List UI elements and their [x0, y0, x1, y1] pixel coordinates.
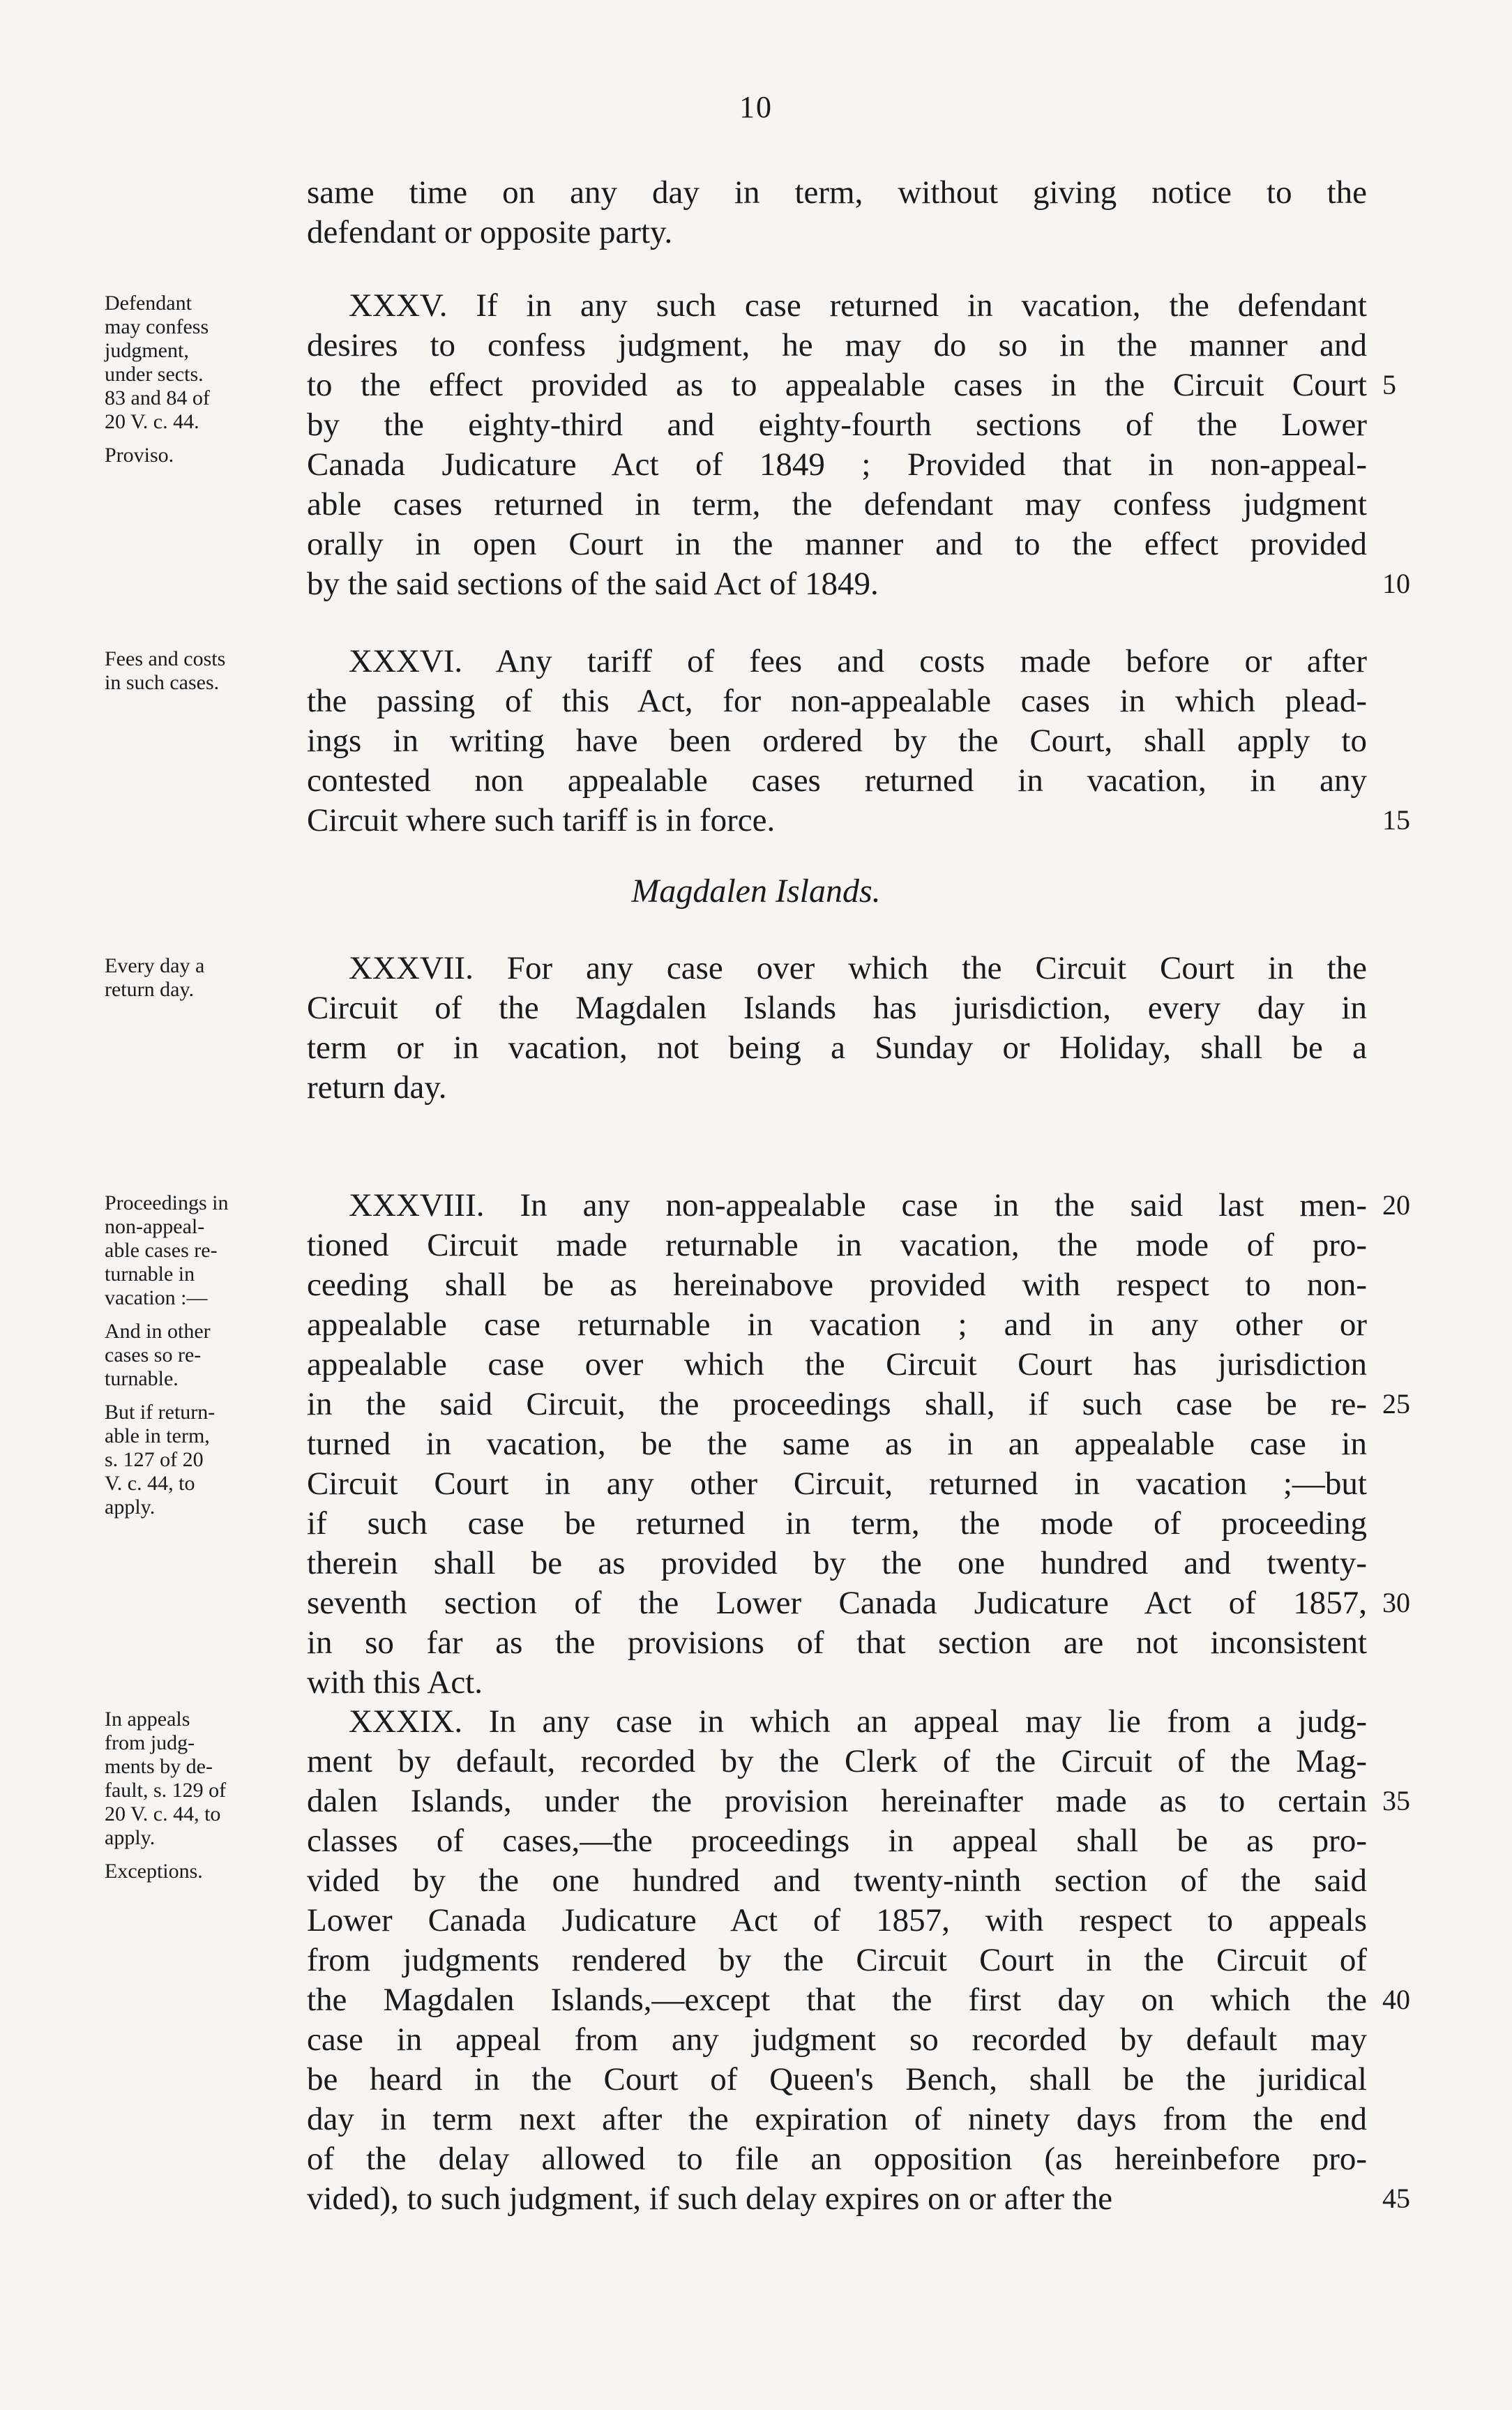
margin-note-line: Fees and costs	[105, 647, 226, 670]
opening-text	[307, 173, 1367, 253]
text-line: able cases returned in term, the defendant may confess judgment	[307, 486, 1367, 522]
text-line: desires to confess judgment, he may do so in the manner and	[307, 327, 1367, 363]
text-line: in the said Circuit, the proceedings shall, if such case be re-	[307, 1386, 1367, 1422]
section-body	[307, 642, 1367, 841]
margin-notes	[105, 292, 300, 477]
margin-notes	[105, 1191, 300, 1529]
margin-note-line: Every day a	[105, 954, 205, 977]
text-line: tioned Circuit made returnable in vacation, the mode of pro-	[307, 1227, 1367, 1263]
text-line: the passing of this Act, for non-appealable cases in which plead-	[307, 683, 1367, 719]
margin-notes	[105, 1708, 300, 1893]
text-line: day in term next after the expiration of ninety days from the end	[307, 2101, 1367, 2137]
text-line: case in appeal from any judgment so recorded by default may	[307, 2021, 1367, 2058]
text-line: defendant or opposite party.	[307, 214, 673, 250]
text-line: Lower Canada Judicature Act of 1857, with respect to appeals	[307, 1902, 1367, 1938]
text-line: classes of cases,—the proceedings in appeal shall be as pro-	[307, 1823, 1367, 1859]
margin-note-line: may confess	[105, 315, 209, 338]
line-number: 40	[1382, 1984, 1410, 2015]
text-line: same time on any day in term, without giving notice to the	[307, 174, 1367, 211]
text-line: appealable case returnable in vacation ; and in any other or	[307, 1306, 1367, 1343]
text-line: from judgments rendered by the Circuit Court in the Circuit of	[307, 1942, 1367, 1978]
text-line: vided by the one hundred and twenty-ninth section of the said	[307, 1862, 1367, 1899]
margin-note	[105, 647, 300, 695]
margin-note-line: fault, s. 129 of	[105, 1779, 227, 1802]
margin-note-line: And in other	[105, 1320, 211, 1343]
line-number: 30	[1382, 1587, 1410, 1618]
line-number: 20	[1382, 1189, 1410, 1221]
text-line: Circuit Court in any other Circuit, returned in vacation ;—but	[307, 1466, 1367, 1502]
text-line: ceeding shall be as hereinabove provided with respect to non-	[307, 1267, 1367, 1303]
text-line: XXXV. If in any such case returned in vacation, the defendant	[349, 287, 1367, 324]
margin-note-line: return day.	[105, 978, 194, 1001]
text-line: by the said sections of the said Act of 1849.	[307, 566, 879, 602]
margin-note-line: s. 127 of 20	[105, 1448, 204, 1471]
line-number: 35	[1382, 1785, 1410, 1816]
text-line: orally in open Court in the manner and to the effect provided	[307, 526, 1367, 562]
section-body	[307, 1702, 1367, 2219]
text-line: XXXVII. For any case over which the Circuit Court in the	[349, 950, 1367, 986]
margin-note-line: ments by de-	[105, 1755, 213, 1778]
text-line: ings in writing have been ordered by the Court, shall apply to	[307, 723, 1367, 759]
margin-note-line: V. c. 44, to	[105, 1472, 195, 1495]
margin-note-line: judgment,	[105, 339, 189, 362]
text-line: of the delay allowed to file an opposition (as hereinbefore pro-	[307, 2141, 1367, 2177]
text-line: Canada Judicature Act of 1849 ; Provided that in non-appeal-	[307, 446, 1367, 483]
text-line: in so far as the provisions of that section are not inconsistent	[307, 1625, 1367, 1661]
text-line: by the eighty-third and eighty-fourth sections of the Lower	[307, 407, 1367, 443]
text-line: the Magdalen Islands,—except that the first day on which the	[307, 1982, 1367, 2018]
text-line: term or in vacation, not being a Sunday or Holiday, shall be a	[307, 1030, 1367, 1066]
margin-note-line: 83 and 84 of	[105, 386, 210, 409]
margin-note-line: cases so re-	[105, 1343, 202, 1366]
margin-note-line: 20 V. c. 44.	[105, 410, 199, 433]
page-number: 10	[739, 90, 773, 124]
margin-note-line: In appeals	[105, 1708, 190, 1731]
text-line: seventh section of the Lower Canada Judicature Act of 1857,	[307, 1585, 1367, 1621]
margin-note-line: Exceptions.	[105, 1860, 203, 1883]
text-line: turned in vacation, be the same as in an appealable case in	[307, 1426, 1367, 1462]
line-number: 15	[1382, 804, 1410, 836]
margin-note	[105, 1191, 300, 1310]
margin-notes	[105, 954, 300, 1011]
margin-note-line: 20 V. c. 44, to	[105, 1802, 221, 1825]
text-line: contested non appealable cases returned in vacation, in any	[307, 762, 1367, 799]
text-line: XXXVI. Any tariff of fees and costs made before or after	[349, 643, 1367, 679]
margin-note-line: in such cases.	[105, 671, 220, 694]
text-line: with this Act.	[307, 1664, 483, 1701]
margin-note	[105, 1860, 300, 1883]
line-number: 45	[1382, 2183, 1410, 2214]
text-line: be heard in the Court of Queen's Bench, shall be the juridical	[307, 2061, 1367, 2098]
margin-note-line: Defendant	[105, 292, 192, 315]
margin-note-line: Proceedings in	[105, 1191, 229, 1214]
text-line: XXXIX. In any case in which an appeal may lie from a judg-	[349, 1703, 1367, 1740]
margin-note-line: non-appeal-	[105, 1215, 205, 1238]
margin-note	[105, 444, 300, 467]
section-heading: Magdalen Islands.	[631, 873, 881, 910]
line-number: 10	[1382, 568, 1410, 599]
margin-note-line: apply.	[105, 1826, 156, 1849]
margin-note-line: Proviso.	[105, 444, 174, 467]
margin-note	[105, 954, 300, 1002]
text-line: vided), to such judgment, if such delay expires on or after the	[307, 2181, 1113, 2217]
section-body	[307, 286, 1367, 604]
section-body	[307, 949, 1367, 1108]
margin-note-line: under sects.	[105, 363, 204, 386]
margin-note-line: from judg-	[105, 1731, 195, 1754]
text-line: to the effect provided as to appealable cases in the Circuit Court	[307, 367, 1367, 403]
text-line: Circuit where such tariff is in force.	[307, 802, 776, 838]
line-number: 25	[1382, 1388, 1410, 1419]
section-body	[307, 1186, 1367, 1703]
text-line: dalen Islands, under the provision hereinafter made as to certain	[307, 1783, 1367, 1819]
margin-note	[105, 292, 300, 434]
margin-note	[105, 1401, 300, 1519]
margin-note	[105, 1708, 300, 1850]
margin-note-line: able in term,	[105, 1424, 210, 1447]
margin-note-line: apply.	[105, 1496, 156, 1519]
text-line: XXXVIII. In any non-appealable case in the said last men-	[349, 1187, 1367, 1223]
text-line: appealable case over which the Circuit Court has jurisdiction	[307, 1346, 1367, 1383]
margin-note-line: But if return-	[105, 1401, 216, 1424]
text-line: therein shall be as provided by the one hundred and twenty-	[307, 1545, 1367, 1581]
margin-note-line: turnable in	[105, 1263, 195, 1286]
text-line: return day.	[307, 1069, 447, 1106]
line-number: 5	[1382, 369, 1396, 400]
margin-notes	[105, 647, 300, 705]
margin-note-line: vacation :—	[105, 1286, 208, 1309]
text-line: Circuit of the Magdalen Islands has jurisdiction, every day in	[307, 990, 1367, 1026]
text-line: if such case be returned in term, the mode of proceeding	[307, 1505, 1367, 1542]
text-line: ment by default, recorded by the Clerk of the Circuit of the Mag-	[307, 1743, 1367, 1779]
margin-note-line: able cases re-	[105, 1239, 218, 1262]
margin-note-line: turnable.	[105, 1367, 179, 1390]
margin-note	[105, 1320, 300, 1391]
